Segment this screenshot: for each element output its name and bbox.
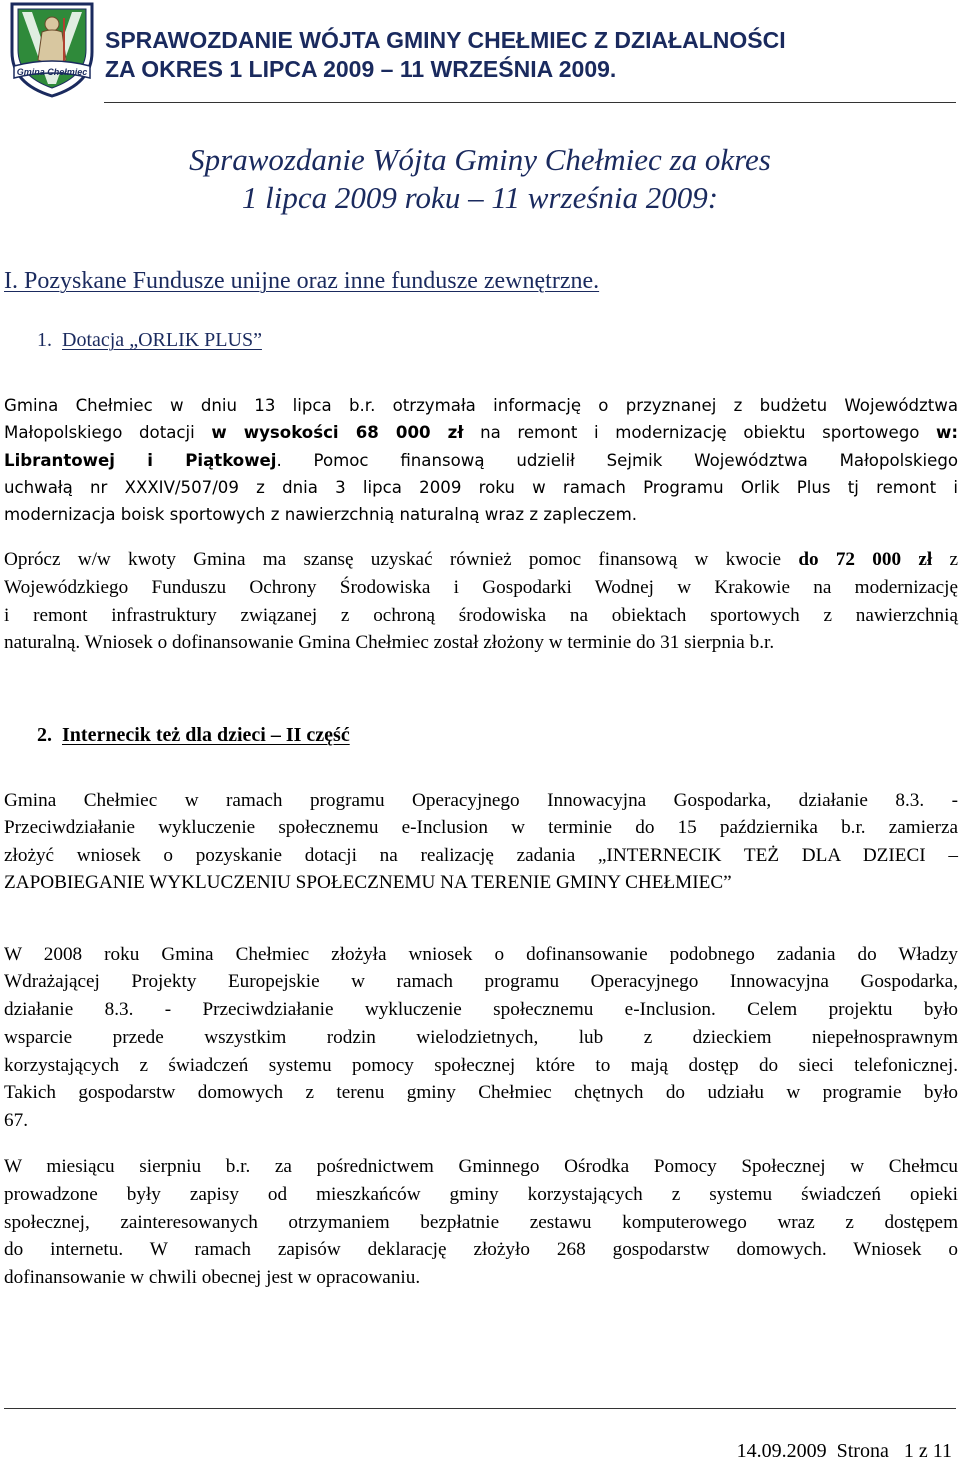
item-1-heading [37, 328, 262, 352]
item-1-paragraph-1-line-1: Gmina Chełmiec w dniu 13 lipca b.r. otrzymała informację o przyznanej z budżetu Województwa [4, 396, 958, 415]
item-2-paragraph-2-line-3: działanie 8.3. - Przeciwdziałanie wykluczenie społecznemu e-Inclusion. Celem projektu było [4, 999, 958, 1020]
item-2-paragraph-3-line-1: W miesiącu sierpniu b.r. za pośrednictwem Gminnego Ośrodka Pomocy Społecznej w Chełmcu [4, 1156, 958, 1177]
footer-page-of: z [918, 1440, 928, 1462]
item-1-number: 1. [37, 329, 52, 351]
additional-grant-amount: do 72 000 zł [798, 549, 933, 570]
item-1-paragraph-2-line-4: naturalną. Wniosek o dofinansowanie Gmina Chełmiec został złożony w terminie do 31 sierpnia b.r. [4, 632, 775, 653]
document-title-line-2: 1 lipca 2009 roku – 11 września 2009: [241, 180, 719, 215]
item-2-paragraph-3-line-3: społecznej, zainteresowanych otrzymaniem bezpłatnie zestawu komputerowego wraz z dostępem [4, 1212, 958, 1233]
item-2-paragraph-2-line-7: 67. [4, 1110, 28, 1131]
document-title-line-1: Sprawozdanie Wójta Gminy Chełmiec za okres [189, 142, 771, 177]
item-1-title: Dotacja „ORLIK PLUS” [62, 329, 262, 351]
footer-page-label: Strona [836, 1440, 889, 1462]
item-2-paragraph-2-line-4: wsparcie przede wszystkim rodzin wielodzietnych, lub z dzieckiem niepełnosprawnym [4, 1027, 958, 1048]
header-title-line-2: ZA OKRES 1 LIPCA 2009 – 11 WRZEŚNIA 2009. [105, 56, 617, 82]
item-2-title: Internecik też dla dzieci – II część [62, 724, 350, 746]
document-title [0, 141, 960, 217]
item-2-paragraph-1-line-3: złożyć wniosek o pozyskanie dotacji na realizację zadania „INTERNECIK TEŻ DLA DZIECI – [4, 845, 958, 866]
gmina-chelmiec-logo [4, 0, 100, 98]
grant-amount: w wysokości 68 000 zł [211, 423, 464, 442]
item-1-paragraph-1-line-5: modernizacja boisk sportowych z nawierzchnią naturalną wraz z zapleczem. [4, 505, 638, 524]
item-2-paragraph-1-line-1: Gmina Chełmiec w ramach programu Operacyjnego Innowacyjna Gospodarka, działanie 8.3. - [4, 790, 958, 811]
item-2-paragraph-3-line-2: prowadzone były zapisy od mieszkańców gminy korzystających z systemu świadczeń opieki [4, 1184, 958, 1205]
item-1-paragraph-2-line-3: i remont infrastruktury związanej z ochroną środowiska na obiektach sportowych z nawierzchnią [4, 605, 958, 626]
item-2-paragraph-2-line-2: Wdrażającej Projekty Europejskie w ramach programu Operacyjnego Innowacyjna Gospodarka, [4, 971, 958, 992]
page-footer [737, 1439, 952, 1463]
item-2-paragraph-2-line-6: Takich gospodarstw domowych z terenu gminy Chełmiec chętnych do udziału w programie było [4, 1082, 958, 1103]
item-2-paragraph-2-line-5: korzystających z świadczeń systemu pomocy społecznej które to mają dostęp do sieci telefonicznej. [4, 1055, 958, 1076]
item-2-paragraph-1-line-4: ZAPOBIEGANIE WYKLUCZENIU SPOŁECZNEMU NA TERENIE GMINY CHEŁMIEC” [4, 872, 732, 893]
item-2-paragraph-3-line-4: do internetu. W ramach zapisów deklarację złożyło 268 gospodarstw domowych. Wniosek o [4, 1239, 958, 1260]
item-1-paragraph-2-line-1: Oprócz w/w kwoty Gmina ma szansę uzyskać również pomoc finansową w kwocie do 72 000 zł z [4, 549, 958, 570]
header-divider [104, 102, 956, 103]
footer-page-total: 11 [932, 1440, 952, 1462]
item-2-number: 2. [37, 724, 52, 746]
item-1-paragraph-1-line-4: uchwałą nr XXXIV/507/09 z dnia 3 lipca 2009 roku w ramach Programu Orlik Plus tj remont i [4, 478, 958, 497]
footer-page-current: 1 [903, 1440, 914, 1462]
header-title-line-1: SPRAWOZDANIE WÓJTA GMINY CHEŁMIEC Z DZIAŁALNOŚCI [105, 27, 786, 53]
item-1-paragraph-1-line-2: Małopolskiego dotacji w wysokości 68 000 zł na remont i modernizację obiektu sportowego w: [4, 423, 958, 442]
item-1-paragraph-2-line-2: Wojewódzkiego Funduszu Ochrony Środowiska i Gospodarki Wodnej w Krakowie na modernizację [4, 577, 958, 598]
footer-date: 14.09.2009 [736, 1440, 827, 1462]
grant-locations: Librantowej i Piątkowej [4, 451, 277, 470]
item-2-paragraph-2-line-1: W 2008 roku Gmina Chełmiec złożyła wniosek o dofinansowanie podobnego zadania do Władzy [4, 944, 958, 965]
footer-divider [4, 1408, 956, 1409]
item-2-paragraph-1-line-2: Przeciwdziałanie wykluczenie społecznemu e-Inclusion w terminie do 15 października b.r. zamierza [4, 817, 958, 838]
report-header-title [105, 26, 955, 84]
item-2-paragraph-3-line-5: dofinansowanie w chwili obecnej jest w opracowaniu. [4, 1267, 421, 1288]
item-1-paragraph-1-line-3: Librantowej i Piątkowej. Pomoc finansową udzielił Sejmik Województwa Małopolskiego [4, 451, 959, 470]
logo-text: Gmina Chełmiec [16, 67, 88, 77]
section-heading-funds: I. Pozyskane Fundusze unijne oraz inne fundusze zewnętrzne. [4, 268, 600, 294]
item-2-heading [37, 723, 350, 747]
